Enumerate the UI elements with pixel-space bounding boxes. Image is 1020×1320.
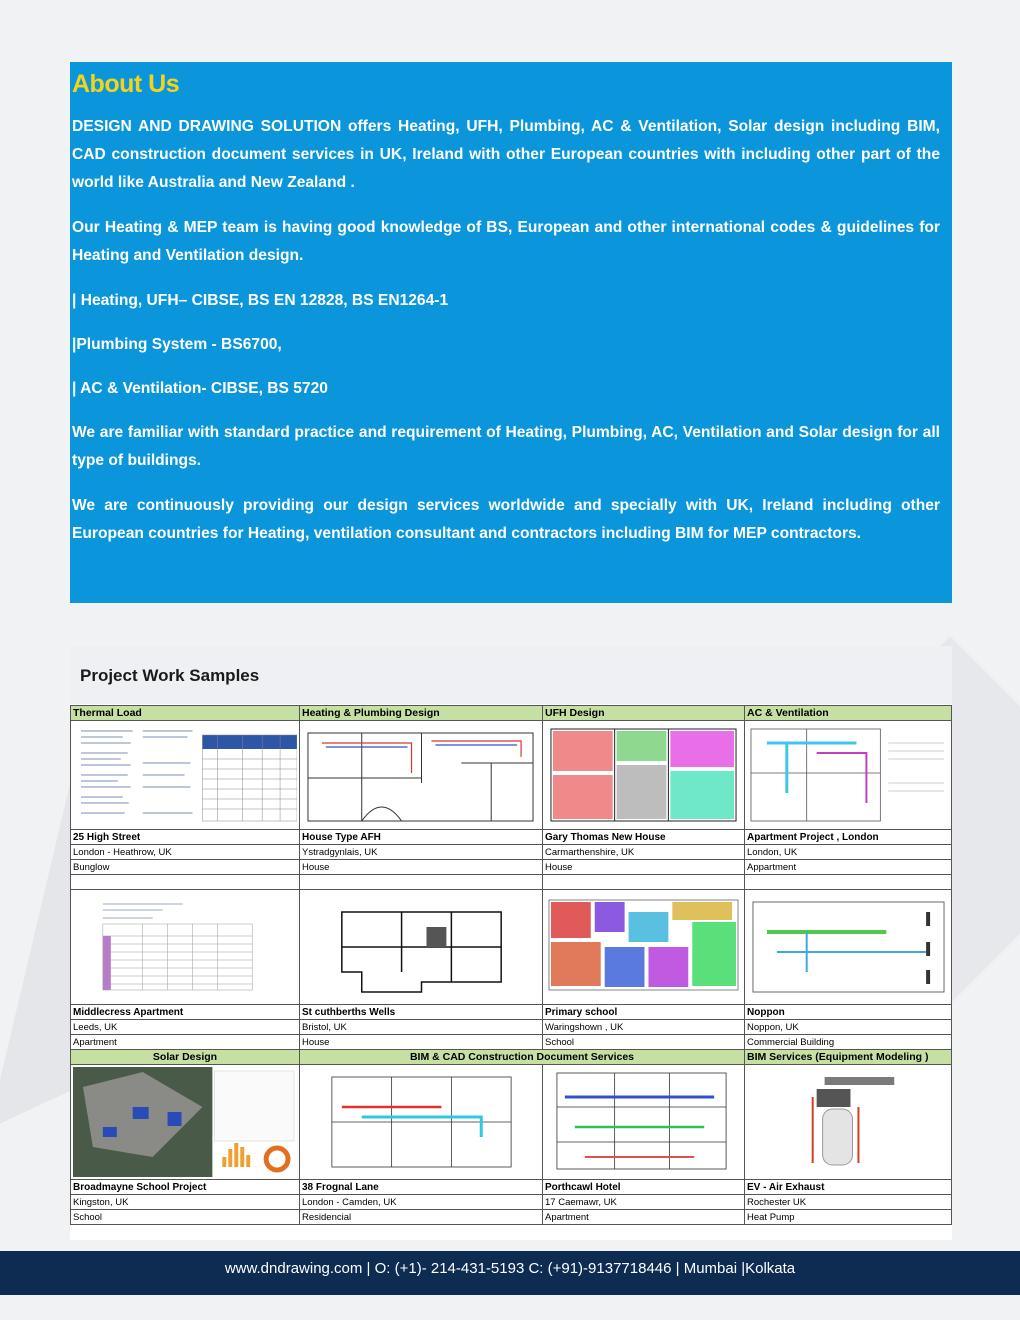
project-type: Residencial — [300, 1210, 543, 1225]
samples-header — [70, 646, 952, 704]
project-type: Bunglow — [71, 860, 300, 875]
project-location-row — [71, 1020, 952, 1035]
ac-ventilation-plan-image — [745, 721, 952, 830]
project-location: 17 Caemawr, UK — [543, 1195, 745, 1210]
header-bim-equipment: BIM Services (Equipment Modeling ) — [745, 1050, 952, 1065]
bim-cad-plan-image — [300, 1065, 543, 1180]
contact-footer — [0, 1251, 1020, 1295]
project-location: Kingston, UK — [71, 1195, 300, 1210]
project-type: School — [71, 1210, 300, 1225]
project-location: Leeds, UK — [71, 1020, 300, 1035]
project-name: Noppon — [745, 1005, 952, 1020]
project-location-row — [71, 1195, 952, 1210]
project-name-row — [71, 1005, 952, 1020]
project-type: Apartment — [71, 1035, 300, 1050]
project-location: London, UK — [745, 845, 952, 860]
standard-ac-ventilation: | AC & Ventilation- CIBSE, BS 5720 — [72, 380, 328, 397]
image-row — [71, 721, 952, 830]
project-location: London - Heathrow, UK — [71, 845, 300, 860]
project-name: 25 High Street — [71, 830, 300, 845]
zone-sizing-sheet-image — [71, 890, 300, 1005]
ufh-layout-image — [543, 721, 745, 830]
project-type: Appartment — [745, 860, 952, 875]
header-bim-cad: BIM & CAD Construction Document Services — [300, 1050, 745, 1065]
project-name: Middlecress Apartment — [71, 1005, 300, 1020]
about-paragraph: We are continuously providing our design services worldwide and specially with UK, Ireland including other European countries for Heating, ventilation consultant and contractors including BIM for MEP contractors. — [72, 497, 940, 542]
commercial-duct-plan-image — [745, 890, 952, 1005]
footer-contact-text[interactable]: www.dndrawing.com | O: (+1)- 214-431-5193 C: (+91)-9137718446 | Mumbai |Kolkata — [224, 1260, 796, 1277]
about-title: About Us — [72, 70, 180, 98]
project-name: Apartment Project , London — [745, 830, 952, 845]
project-type: Heat Pump — [745, 1210, 952, 1225]
header-ac-ventilation: AC & Ventilation — [745, 706, 952, 721]
project-name-row — [71, 1180, 952, 1195]
project-name: St cuthberths Wells — [300, 1005, 543, 1020]
project-name-row — [71, 830, 952, 845]
about-paragraph: DESIGN AND DRAWING SOLUTION offers Heating, UFH, Plumbing, AC & Ventilation, Solar design including BIM, CAD construction document services in UK, Ireland with other European countries with including other part of the world like Australia and New Zealand . — [72, 118, 940, 191]
project-type: House — [300, 860, 543, 875]
header-thermal-load: Thermal Load — [71, 706, 300, 721]
table-header-row — [71, 706, 952, 721]
project-samples-section — [70, 646, 952, 1240]
project-location: Ystradgynlais, UK — [300, 845, 543, 860]
heating-plumbing-plan-image — [300, 721, 543, 830]
project-location: Waringshown , UK — [543, 1020, 745, 1035]
project-name: Primary school — [543, 1005, 745, 1020]
project-type: Apartment — [543, 1210, 745, 1225]
project-name: Porthcawl Hotel — [543, 1180, 745, 1195]
project-type-row — [71, 1035, 952, 1050]
header-ufh-design: UFH Design — [543, 706, 745, 721]
project-name: Broadmayne School Project — [71, 1180, 300, 1195]
project-location: Carmarthenshire, UK — [543, 845, 745, 860]
project-type-row — [71, 860, 952, 875]
project-type: House — [543, 860, 745, 875]
project-location: Rochester UK — [745, 1195, 952, 1210]
project-location-row — [71, 845, 952, 860]
project-name: Gary Thomas New House — [543, 830, 745, 845]
solar-aerial-image — [71, 1065, 300, 1180]
projects-table — [70, 705, 952, 1225]
project-type-row — [71, 1210, 952, 1225]
school-plan-image — [543, 890, 745, 1005]
air-exhaust-model-image — [745, 1065, 952, 1180]
project-name: House Type AFH — [300, 830, 543, 845]
header-solar-design: Solar Design — [71, 1050, 300, 1065]
project-type: Commercial Building — [745, 1035, 952, 1050]
thermal-load-sheet-image — [71, 721, 300, 830]
hotel-bim-plan-image — [543, 1065, 745, 1180]
house-plan-image — [300, 890, 543, 1005]
about-paragraph: Our Heating & MEP team is having good knowledge of BS, European and other international codes & guidelines for Heating and Ventilation design. — [72, 219, 940, 264]
standard-heating: | Heating, UFH– CIBSE, BS EN 12828, BS EN1264-1 — [72, 292, 449, 309]
project-type: House — [300, 1035, 543, 1050]
about-paragraph: We are familiar with standard practice and requirement of Heating, Plumbing, AC, Ventilation and Solar design for all type of buildings. — [72, 424, 940, 469]
standard-plumbing: |Plumbing System - BS6700, — [72, 336, 282, 353]
project-type: School — [543, 1035, 745, 1050]
project-location: London - Camden, UK — [300, 1195, 543, 1210]
spacer-row — [71, 875, 952, 890]
image-row — [71, 890, 952, 1005]
project-location: Noppon, UK — [745, 1020, 952, 1035]
project-name: 38 Frognal Lane — [300, 1180, 543, 1195]
header-heating-plumbing: Heating & Plumbing Design — [300, 706, 543, 721]
about-us-section — [70, 62, 952, 603]
image-row — [71, 1065, 952, 1180]
samples-title: Project Work Samples — [80, 666, 260, 685]
project-location: Bristol, UK — [300, 1020, 543, 1035]
project-name: EV - Air Exhaust — [745, 1180, 952, 1195]
table-header-row — [71, 1050, 952, 1065]
